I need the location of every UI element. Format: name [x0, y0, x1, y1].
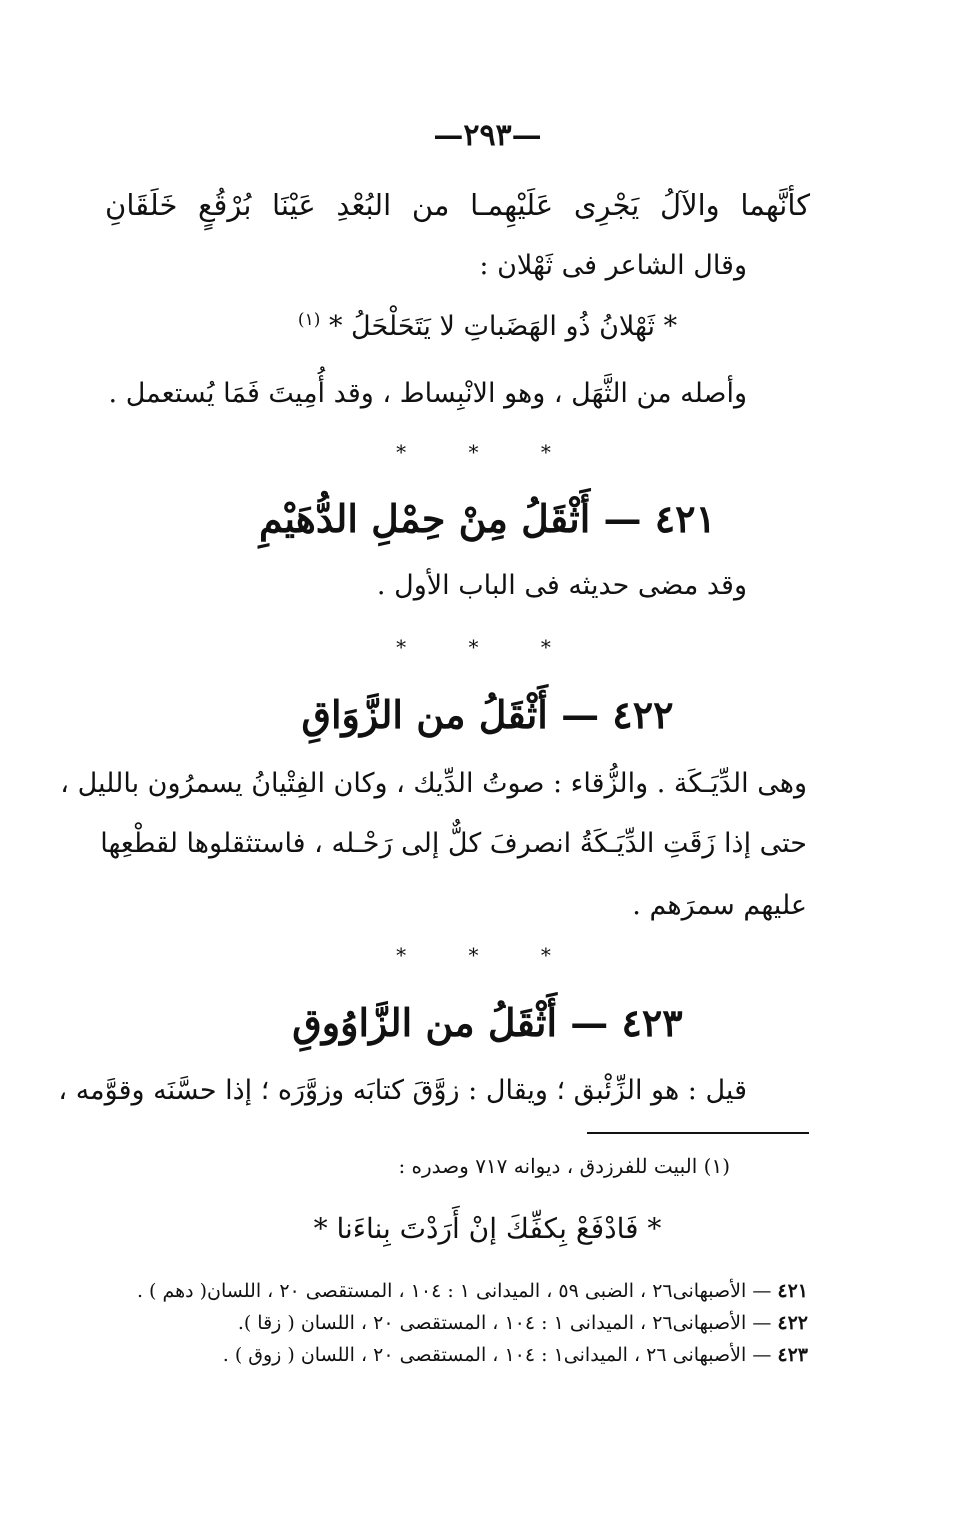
entry-text-line: حتى إذا زَقَتِ الدِّيَـكَةُ انصرفَ كلٌّ إلى رَحْـله ، فاستثقلوها لقطْعِها — [100, 828, 807, 859]
verse-word: من — [411, 188, 450, 222]
verse-word: عَيْنَا — [272, 188, 316, 222]
verse-word: بُرْقُعٍ — [198, 188, 252, 222]
footnote-verse: * فَادْفَعْ بِكفِّكَ إنْ أَرَدْتَ بِناءَنا * — [313, 1212, 662, 1245]
section-separator: * * * — [396, 440, 579, 464]
reference-number: ٤٢١ — [777, 1280, 808, 1302]
reference-text: — الأصبهانى٢٦ ، الضبى ٥٩ ، الميدانى ١ : ١٠٤ ، المستقصى ٢٠ ، اللسان( دهم ) . — [136, 1280, 772, 1302]
reference-line — [238, 1312, 808, 1334]
entry-text-line: عليهم سمرَهم . — [632, 890, 807, 921]
hemistich-text: * ثَهْلانُ ذُو الهَضَباتِ لا يَتَحَلْحَلُ * — [328, 311, 678, 342]
intro-line: وقال الشاعر فى ثَهْلان : — [479, 250, 747, 281]
poetry-verse — [105, 188, 810, 222]
reference-number: ٤٢٢ — [777, 1312, 808, 1334]
footnote-marker: (١) — [297, 310, 321, 330]
section-separator: * * * — [396, 635, 579, 659]
verse-word: عَلَيْهِمـا — [470, 188, 554, 222]
verse-word: خَلَقَانِ — [105, 188, 178, 222]
entry-text-line: قيل : هو الزِّئْبق ؛ ويقال : زوَّقَ كتابَه وزوَّرَه ؛ إذا حسَّنَه وقوَّمه ، — [58, 1075, 747, 1106]
verse-word: كأنَّهما — [740, 188, 810, 222]
hemistich — [0, 310, 975, 342]
reference-text: — الأصبهانى٢٦ ، الميدانى ١ : ١٠٤ ، المستقصى ٢٠ ، اللسان ( زقا ). — [237, 1312, 772, 1334]
verse-word: يَجْرِى — [573, 188, 640, 222]
entry-text-line: وقد مضى حديثه فى الباب الأول . — [376, 570, 747, 601]
entry-text-line: وهى الدِّيَـكَة . والزُّقاء : صوتُ الدِّيك ، وكان الفِتْيانُ يسمرُون بالليل ، — [60, 768, 807, 799]
footnote-line: (١) البيت للفرزدق ، ديوانه ٧١٧ وصدره : — [398, 1154, 730, 1178]
reference-line — [137, 1280, 808, 1302]
page-number: —٢٩٣— — [433, 118, 542, 153]
origin-line: وأصله من الثَّهَل ، وهو الانْبِساط ، وقد أُمِيتَ فَمَا يُستعمل . — [108, 378, 747, 409]
verse-word: والآلُ — [660, 188, 720, 222]
entry-heading: ٤٢٣ — أَثْقَلُ من الزَّاوُوقِ — [292, 1000, 683, 1045]
verse-word: البُعْدِ — [336, 188, 392, 222]
reference-text: — الأصبهانى ٢٦ ، الميدانى١ : ١٠٤ ، المستقصى ٢٠ ، اللسان ( زوق ) . — [222, 1344, 772, 1366]
footnote-divider — [587, 1132, 809, 1134]
entry-heading: ٤٢٢ — أَثْقَلُ من الزَّوَاقِ — [301, 692, 674, 737]
section-separator: * * * — [396, 943, 579, 967]
entry-heading: ٤٢١ — أَثْقَلُ مِنْ حِمْلِ الدُّهَيْمِ — [259, 496, 716, 541]
reference-line — [223, 1344, 808, 1366]
reference-number: ٤٢٣ — [777, 1344, 808, 1366]
